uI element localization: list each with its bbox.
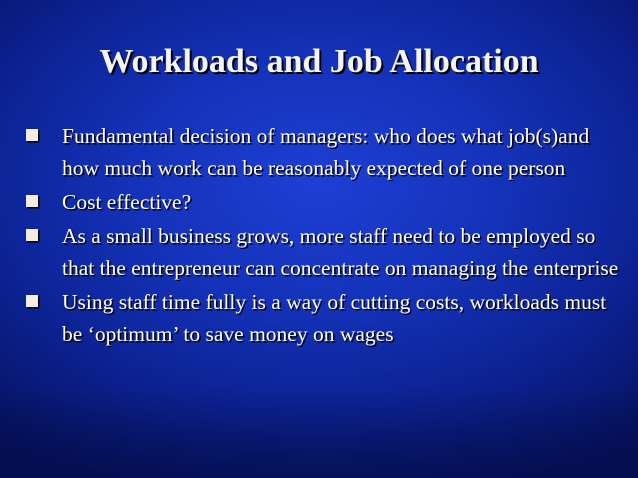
bullet-item	[26, 120, 626, 184]
bullet-list	[26, 120, 626, 352]
bullet-text: As a small business grows, more staff need to be employed so that the entrepreneur can concentrate on managing the enterprise	[62, 224, 619, 280]
square-bullet-icon	[26, 129, 38, 141]
bullet-item	[26, 286, 626, 350]
bullet-item	[26, 186, 626, 218]
bullet-text: Using staff time fully is a way of cutting costs, workloads must be ‘optimum’ to save money on wages	[62, 290, 607, 346]
bullet-item	[26, 220, 626, 284]
bullet-text: Cost effective?	[62, 190, 192, 214]
square-bullet-icon	[26, 195, 38, 207]
square-bullet-icon	[26, 229, 38, 241]
square-bullet-icon	[26, 295, 38, 307]
bullet-text: Fundamental decision of managers: who does what job(s)and how much work can be reasonably expected of one person	[62, 124, 590, 180]
slide-title: Workloads and Job Allocation	[99, 43, 539, 80]
